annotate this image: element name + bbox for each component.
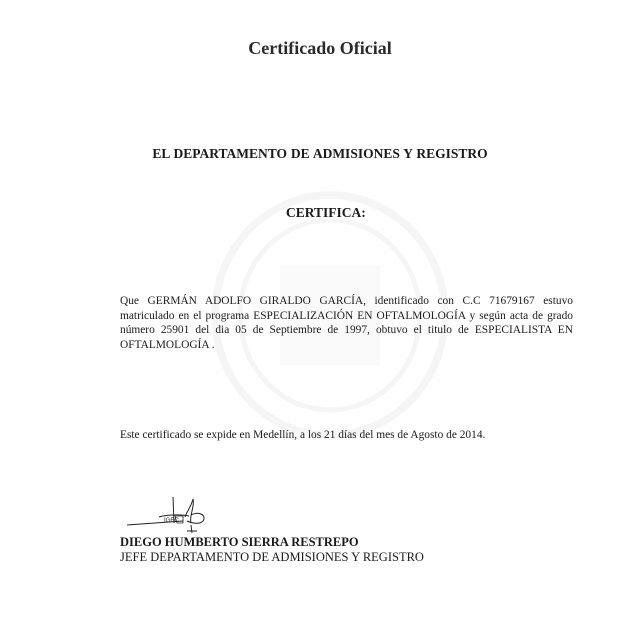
signer-role: JEFE DEPARTAMENTO DE ADMISIONES Y REGISTRO — [120, 550, 424, 564]
certification-body: Que GERMÁN ADOLFO GIRALDO GARCÍA, identificado con C.C 71679167 estuvo matriculado en el programa ESPECIALIZACIÓN EN OFTALMOLOGÍA y según acta de grado número 25901 del dia 05 de Septiembre de 1997, obtuvo el titulo de ESPECIALISTA EN OFTALMOLOGÍA . — [120, 295, 573, 351]
document-title: Certificado Oficial — [248, 38, 392, 58]
issued-statement: Este certificado se expide en Medellín, a los 21 días del mes de Agosto de 2014. — [120, 429, 486, 441]
department-heading: EL DEPARTAMENTO DE ADMISIONES Y REGISTRO — [152, 146, 488, 161]
certifies-label: CERTIFICA: — [286, 205, 366, 220]
svg-text:IGEC: IGEC — [164, 518, 179, 524]
signature-icon — [125, 493, 225, 535]
signer-name: DIEGO HUMBERTO SIERRA RESTREPO — [120, 535, 359, 549]
